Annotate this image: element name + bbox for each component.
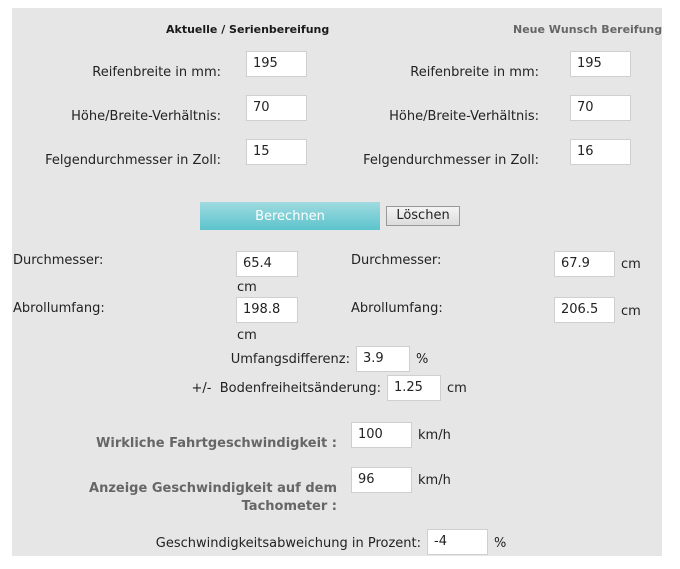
new-rim-input[interactable]: 16 — [570, 139, 631, 165]
ground-clearance-output: 1.25 — [387, 375, 441, 401]
new-ratio-label: Höhe/Breite-Verhältnis: — [389, 109, 539, 124]
display-speed-output: 96 — [351, 467, 412, 493]
current-width-input[interactable]: 195 — [246, 51, 307, 77]
new-tire-header: Neue Wunsch Bereifung — [513, 23, 663, 36]
new-circumference-label: Abrollumfang: — [351, 301, 443, 316]
ground-clearance-unit: cm — [447, 381, 467, 396]
display-speed-unit: km/h — [418, 473, 451, 488]
clear-button[interactable]: Löschen — [386, 206, 460, 226]
new-width-input[interactable]: 195 — [570, 51, 631, 77]
current-diameter-unit: cm — [237, 280, 257, 295]
new-width-label: Reifenbreite in mm: — [410, 65, 539, 80]
speed-deviation-unit: % — [494, 536, 507, 551]
current-ratio-input[interactable]: 70 — [246, 95, 307, 121]
current-ratio-label: Höhe/Breite-Verhältnis: — [71, 109, 221, 124]
current-rim-input[interactable]: 15 — [246, 139, 307, 165]
real-speed-label: Wirkliche Fahrtgeschwindigkeit : — [96, 436, 337, 451]
circumference-difference-unit: % — [416, 352, 429, 367]
display-speed-label-line1: Anzeige Geschwindigkeit auf dem — [89, 481, 337, 496]
current-rim-label: Felgendurchmesser in Zoll: — [45, 153, 221, 168]
new-diameter-output: 67.9 — [554, 251, 615, 277]
current-diameter-label: Durchmesser: — [13, 253, 104, 268]
current-circumference-output: 198.8 — [236, 297, 298, 323]
speed-deviation-label: Geschwindigkeitsabweichung in Prozent: — [155, 536, 421, 551]
current-diameter-output: 65.4 — [236, 251, 298, 277]
new-circumference-unit: cm — [621, 304, 641, 319]
current-circumference-unit: cm — [237, 328, 257, 343]
calculator-panel — [12, 8, 662, 556]
real-speed-input[interactable]: 100 — [351, 422, 412, 448]
display-speed-label-line2: Tachometer : — [241, 499, 337, 514]
new-circumference-output: 206.5 — [554, 297, 615, 323]
speed-deviation-output: -4 — [427, 529, 488, 555]
circumference-difference-label: Umfangsdifferenz: — [230, 352, 350, 367]
real-speed-unit: km/h — [418, 428, 451, 443]
current-width-label: Reifenbreite in mm: — [92, 65, 221, 80]
new-rim-label: Felgendurchmesser in Zoll: — [363, 153, 539, 168]
current-tire-header: Aktuelle / Serienbereifung — [166, 23, 330, 36]
ground-clearance-label: +/- Bodenfreiheitsänderung: — [191, 381, 381, 396]
new-diameter-unit: cm — [621, 257, 641, 272]
new-diameter-label: Durchmesser: — [351, 253, 442, 268]
current-circumference-label: Abrollumfang: — [13, 301, 105, 316]
new-ratio-input[interactable]: 70 — [570, 95, 631, 121]
calculate-button[interactable]: Berechnen — [200, 202, 380, 230]
circumference-difference-output: 3.9 — [356, 346, 410, 372]
